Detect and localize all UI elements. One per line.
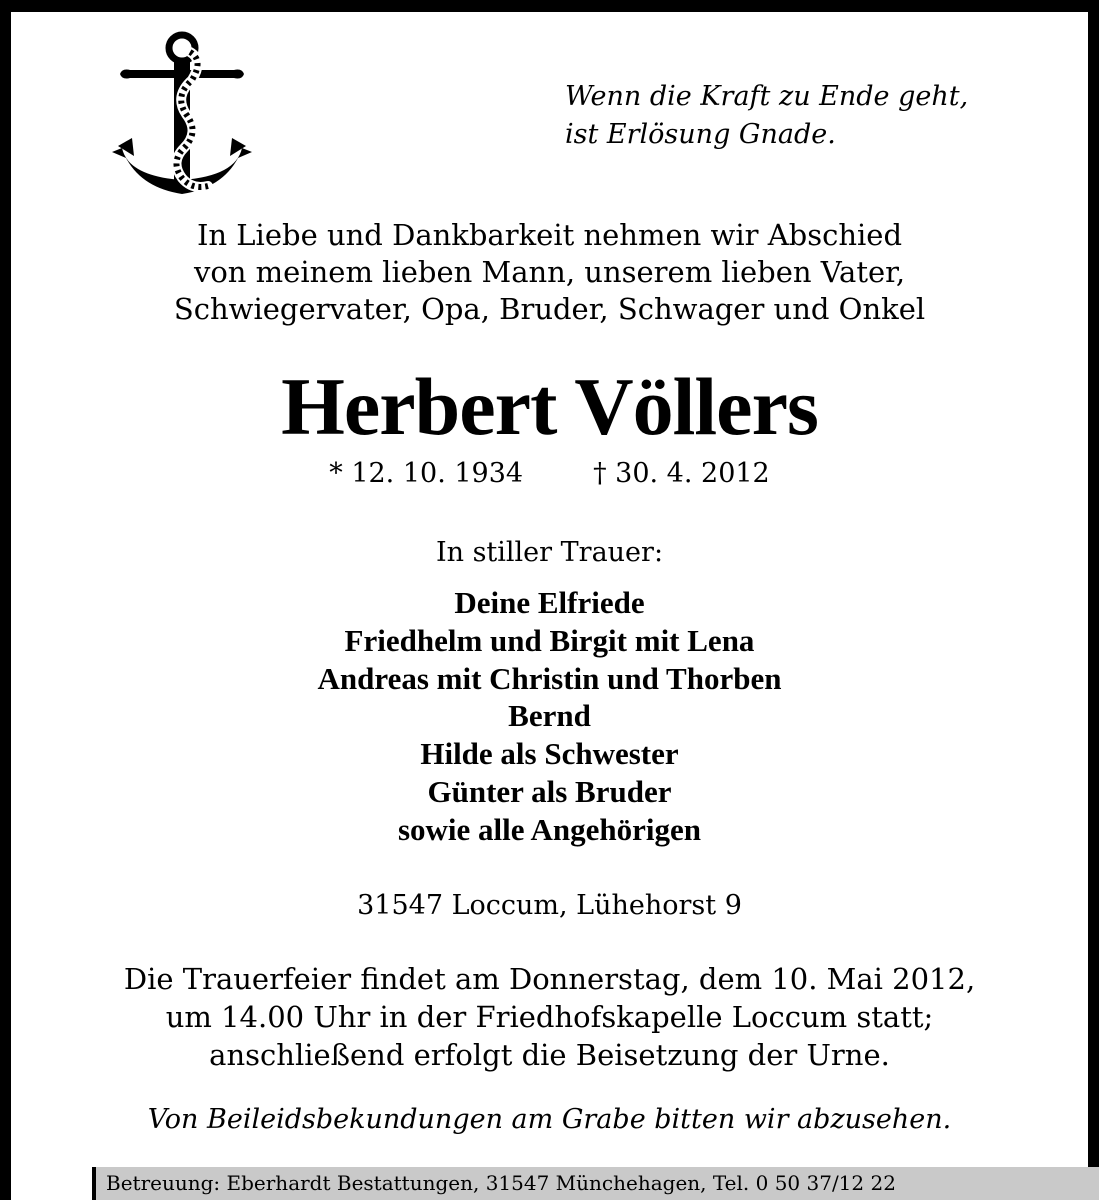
intro-line: von meinem lieben Mann, unserem lieben Vater, <box>193 255 906 289</box>
motto-line: ist Erlösung Gnade. <box>565 119 836 150</box>
life-dates <box>0 456 1099 492</box>
intro-line: In Liebe und Dankbarkeit nehmen wir Abschied <box>196 218 903 252</box>
mourner: Hilde als Schwester <box>420 736 679 772</box>
mourner: Deine Elfriede <box>454 585 645 620</box>
intro-line: Schwiegervater, Opa, Bruder, Schwager und Onkel <box>173 292 926 326</box>
closing-note: Von Beileidsbekundungen am Grabe bitten wir abzusehen. <box>147 1104 952 1135</box>
address: 31547 Loccum, Lühehorst 9 <box>357 890 742 921</box>
funeral-line: anschließend erfolgt die Beisetzung der Urne. <box>209 1038 890 1072</box>
funeral-line: um 14.00 Uhr in der Friedhofskapelle Loccum statt; <box>165 1000 934 1034</box>
mourner: Günter als Bruder <box>427 773 672 809</box>
funeral-notice <box>0 960 1099 1074</box>
mourner: sowie alle Angehörigen <box>397 811 702 847</box>
mourner: Bernd <box>508 698 591 734</box>
intro-text <box>0 217 1099 328</box>
anchor-icon <box>112 30 262 200</box>
deceased-name: Herbert Völlers <box>281 361 818 452</box>
undertaker-footer: Betreuung: Eberhardt Bestattungen, 31547 Münchehagen, Tel. 0 50 37/12 22 <box>92 1167 1099 1200</box>
mourning-label: In stiller Trauer: <box>435 537 664 568</box>
mourner: Andreas mit Christin und Thorben <box>317 660 782 696</box>
mourners-list <box>0 584 1099 849</box>
mourner: Friedhelm und Birgit mit Lena <box>344 622 755 658</box>
death-date: † 30. 4. 2012 <box>593 458 770 489</box>
birth-date: * 12. 10. 1934 <box>329 458 524 489</box>
motto <box>565 78 968 154</box>
funeral-line: Die Trauerfeier findet am Donnerstag, dem 10. Mai 2012, <box>123 962 976 996</box>
motto-line: Wenn die Kraft zu Ende geht, <box>565 81 969 112</box>
